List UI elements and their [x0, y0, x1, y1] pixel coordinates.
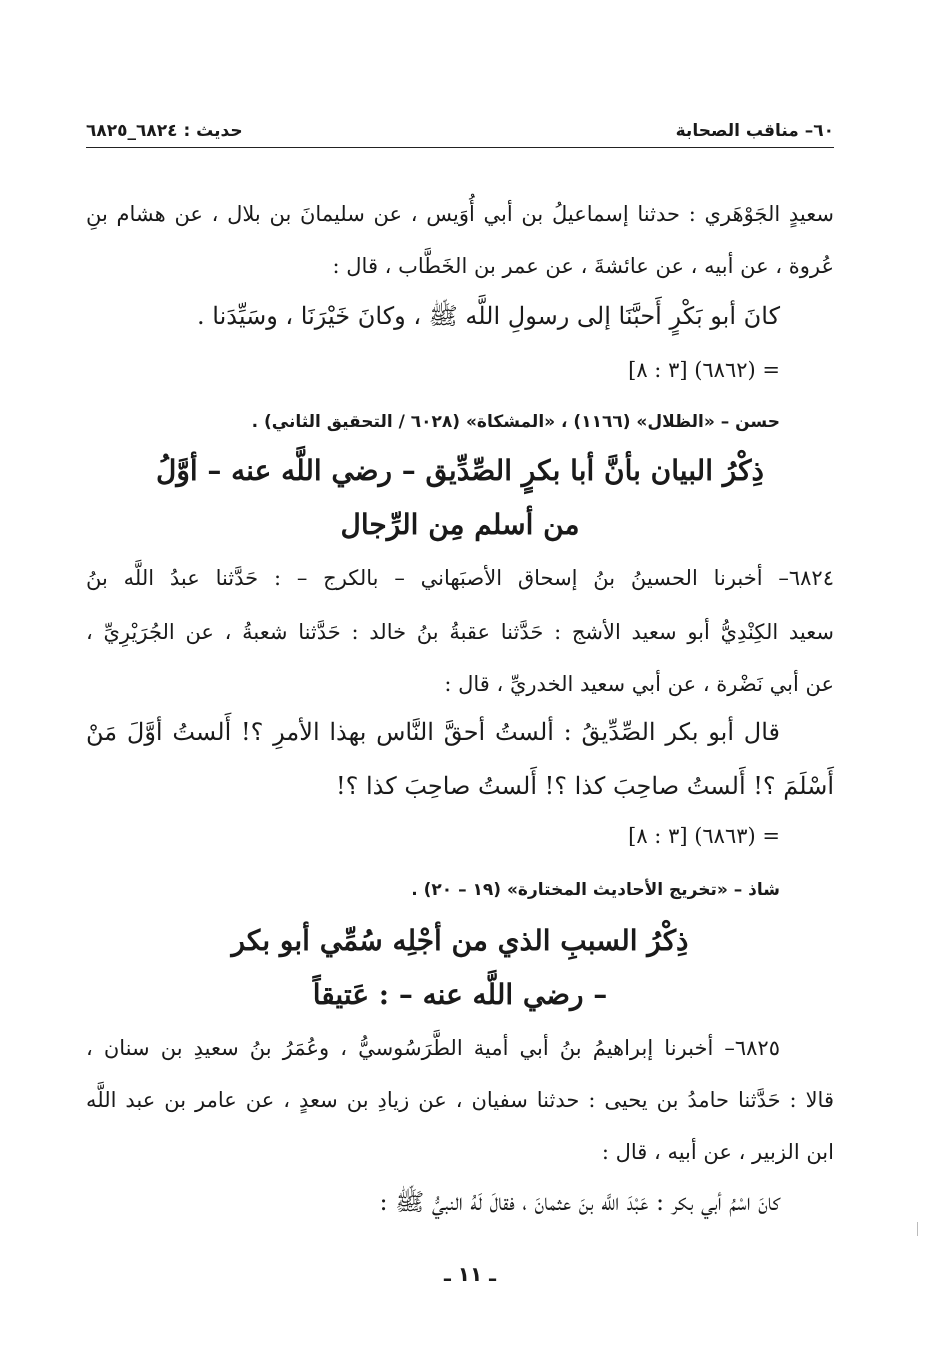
body-line-2: عُروة ، عن أبيه ، عن عائشةَ ، عن عمر بن الخَطَّاب ، قال :: [332, 254, 834, 278]
margin-mark: [917, 1222, 918, 1236]
cross-reference: = (٦٨٦٢) [٣ : ٨]: [628, 358, 780, 382]
hadith-text-line: كانَ أبو بَكْرٍ أَحبَّنَا إلى رسولِ اللَّه ﷺ ، وكانَ خَيْرَنَا ، وسَيِّدَنا .: [197, 302, 780, 330]
section-heading-line-2: من أسلم مِن الرِّجال: [340, 508, 580, 541]
hadith-grade: شاذ – «تخريج الأحاديث المختارة» (١٩ – ٢٠) .: [411, 880, 780, 900]
isnad-line-2: قالا : حَدَّثنا حامدُ بن يحيى : حدثنا سفيان ، عن زيادِ بن سعدٍ ، عن عامر بن عبد اللَّه: [86, 1088, 834, 1112]
isnad-line-1: ٦٨٢٤– أخبرنا الحسينُ بنُ إسحاق الأصبَهاني – بالكرج – : حَدَّثنا عبدُ اللَّه بنُ: [86, 566, 834, 590]
hadith-range: حديث : ٦٨٢٤_٦٨٢٥: [86, 121, 243, 141]
body-line-1: سعيدٍ الجَوْهَري : حدثنا إسماعيلُ بن أبي أُوَيس ، عن سليمانَ بن بلال ، عن هشام بنِ: [86, 202, 834, 226]
hadith-text-line: كانَ اسْمُ أبي بكر : عَبْدَ اللَّه بنَ عثمانَ ، فقالَ لَهُ النبيُّ ﷺ :: [379, 1188, 780, 1216]
hadith-grade: حسن – «الظلال» (١١٦٦) ، «المشكاة» (٦٠٢٨ / التحقيق الثاني) .: [251, 412, 780, 432]
chapter-title: ٦٠– مناقب الصحابة: [675, 121, 834, 141]
isnad-line-3: ابن الزبير ، عن أبيه ، قال :: [601, 1140, 834, 1164]
isnad-line-3: عن أبي نَضْرة ، عن أبي سعيد الخدريِّ ، قال :: [444, 672, 834, 696]
section-heading-line-1: ذِكْرُ السببِ الذي من أجْلِه سُمِّي أبو بكر: [231, 924, 689, 957]
section-heading-line-2: – رضي اللَّه عنه – : عَتيقاً: [312, 978, 608, 1011]
hadith-text-line-1: قال أبو بكر الصِّدِّيقُ : ألستُ أحقَّ النَّاس بهذا الأمرِ ؟! أَلستُ أوَّلَ مَنْ: [86, 718, 781, 746]
hadith-text-line-2: أَسْلَمَ ؟! أَلستُ صاحِبَ كذا ؟! أَلستُ صاحِبَ كذا ؟!: [336, 772, 834, 800]
running-header: [86, 112, 834, 148]
cross-reference: = (٦٨٦٣) [٣ : ٨]: [628, 824, 780, 848]
section-heading-line-1: ذِكْرُ البيان بأنَّ أبا بكرٍ الصِّدِّيق – رضي اللَّه عنه – أوَّلُ: [156, 454, 764, 487]
isnad-line-2: سعيد الكِنْدِيُّ أبو سعيد الأشج : حَدَّثنا عقبةُ بنُ خالد : حَدَّثنا شعبةُ ، عن الجُرَيْرِيِّ ،: [86, 620, 834, 644]
page-number: ـ ١١ ـ: [443, 1262, 497, 1286]
isnad-line-1: ٦٨٢٥– أخبرنا إبراهيمُ بنُ أبي أمية الطَّرَسُوسيُّ ، وعُمَرُ بنُ سعيدِ بن سنان ،: [86, 1036, 780, 1060]
